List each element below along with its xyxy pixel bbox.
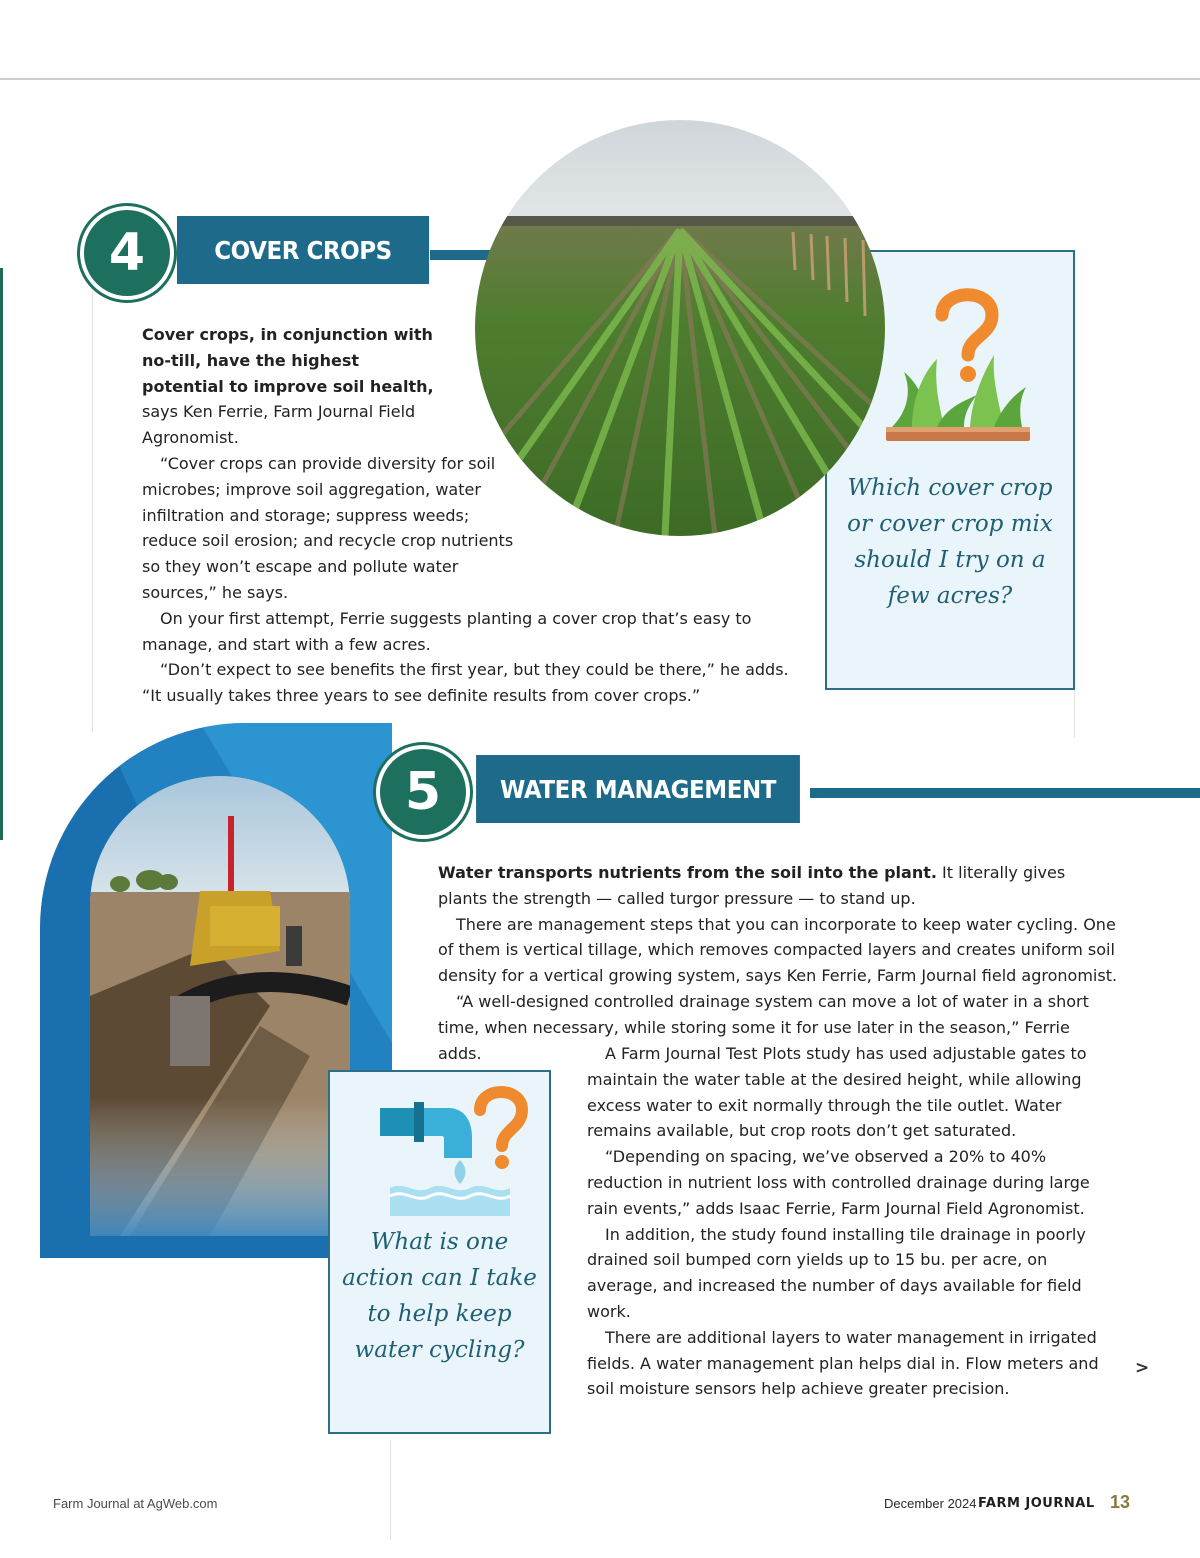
section5-body-narrow xyxy=(587,1041,1115,1402)
grass-question-icon xyxy=(882,277,1032,447)
drainage-installation-photo xyxy=(90,776,350,1236)
continue-arrow-icon[interactable]: > xyxy=(1135,1358,1150,1378)
section4-guide-line xyxy=(92,292,93,732)
question-mark-icon xyxy=(480,1092,522,1169)
section5-lead-bold: Water transports nutrients from the soil into the plant. xyxy=(438,863,937,882)
question-mark-icon xyxy=(942,295,992,382)
section5-title-banner xyxy=(476,755,800,823)
section5-paragraph: “A well-designed controlled drainage system can move a lot of water in a short time, when necessary, while storing some it for use later in the season,” Ferrie adds. xyxy=(438,991,1089,1063)
section4-paragraph: “Don’t expect to see benefits the first year, but they could be there,” he adds. “It usually takes three years to see definite results from cover crops.” xyxy=(142,660,789,706)
section5-paragraph: “Depending on spacing, we’ve observed a 20% to 40% reduction in nutrient loss with controlled drainage during large rain events,” adds Isaac Ferrie, Farm Journal Field Agronomist. xyxy=(587,1147,1090,1218)
section5-paragraph: A Farm Journal Test Plots study has used adjustable gates to maintain the water table at the desired height, while allowing excess water to exit normally through the tile outlet. Water remains available, but crop roots don’t get saturated. xyxy=(587,1044,1087,1141)
section5-lead-paragraph xyxy=(438,860,1118,912)
section4-body xyxy=(142,322,802,709)
section4-question: Which cover crop or cover crop mix should I try on a few acres? xyxy=(847,475,1053,609)
tile-drainage-illustration xyxy=(90,776,350,1236)
page-number: 13 xyxy=(1110,1492,1131,1512)
section4-number: 4 xyxy=(108,223,146,283)
section5-body-wide xyxy=(438,860,1118,1066)
section4-title: COVER CROPS xyxy=(214,235,392,265)
grass-icon xyxy=(886,355,1030,441)
section4-number-badge xyxy=(80,206,174,300)
section5-paragraph: In addition, the study found installing tile drainage in poorly drained soil bumped corn yields up to 15 bu. per acre, on average, and increased the number of days available for field work. xyxy=(587,1224,1086,1321)
section5-guide-line xyxy=(390,1440,391,1540)
section5-paragraph: There are management steps that you can incorporate to keep water cycling. One of them is vertical tillage, which removes compacted layers and creates uniform soil density for a vertical growing system, says Ken Ferrie, Farm Journal field agronomist. xyxy=(438,914,1118,986)
left-edge-bar xyxy=(0,268,3,840)
section4-lead-bold: Cover crops, in conjunction with no-till, have the highest potential to improve soil health, xyxy=(142,325,434,396)
water-pipe-icon xyxy=(380,1102,510,1216)
section4-lead-paragraph xyxy=(142,322,442,451)
section4-paragraph: “Cover crops can provide diversity for soil microbes; improve soil aggregation, water infiltration and storage; suppress weeds; reduce soil erosion; and recycle crop nutrients so they won’t escape and pollute water sources,” he says. xyxy=(142,453,514,602)
section4-lead-rest: says Ken Ferrie, Farm Journal Field Agronomist. xyxy=(142,402,416,448)
section4-right-guide-line xyxy=(1074,690,1075,738)
section5-question: What is one action can I take to help keep water cycling? xyxy=(342,1229,537,1363)
section5-number: 5 xyxy=(404,762,442,822)
section4-paragraph: On your first attempt, Ferrie suggests planting a cover crop that’s easy to manage, and start with a few acres. xyxy=(142,608,752,654)
section5-question-box xyxy=(328,1070,551,1434)
water-pipe-question-icon xyxy=(360,1080,530,1220)
section5-paragraph: There are additional layers to water management in irrigated fields. A water management plan helps dial in. Flow meters and soil moisture sensors help achieve greater precision. xyxy=(587,1327,1099,1399)
section5-lead-rest: It literally gives plants the strength — called turgor pressure — to stand up. xyxy=(438,863,1066,908)
top-rule xyxy=(0,78,1200,80)
section5-title: WATER MANAGEMENT xyxy=(500,774,776,804)
footer-website: Farm Journal at AgWeb.com xyxy=(53,1496,218,1511)
footer-brand: FARM JOURNAL xyxy=(978,1496,1095,1511)
section5-number-badge xyxy=(376,745,470,839)
section5-bar xyxy=(810,788,1200,798)
footer-date: December 2024 xyxy=(884,1496,977,1511)
section4-title-banner xyxy=(177,216,429,284)
